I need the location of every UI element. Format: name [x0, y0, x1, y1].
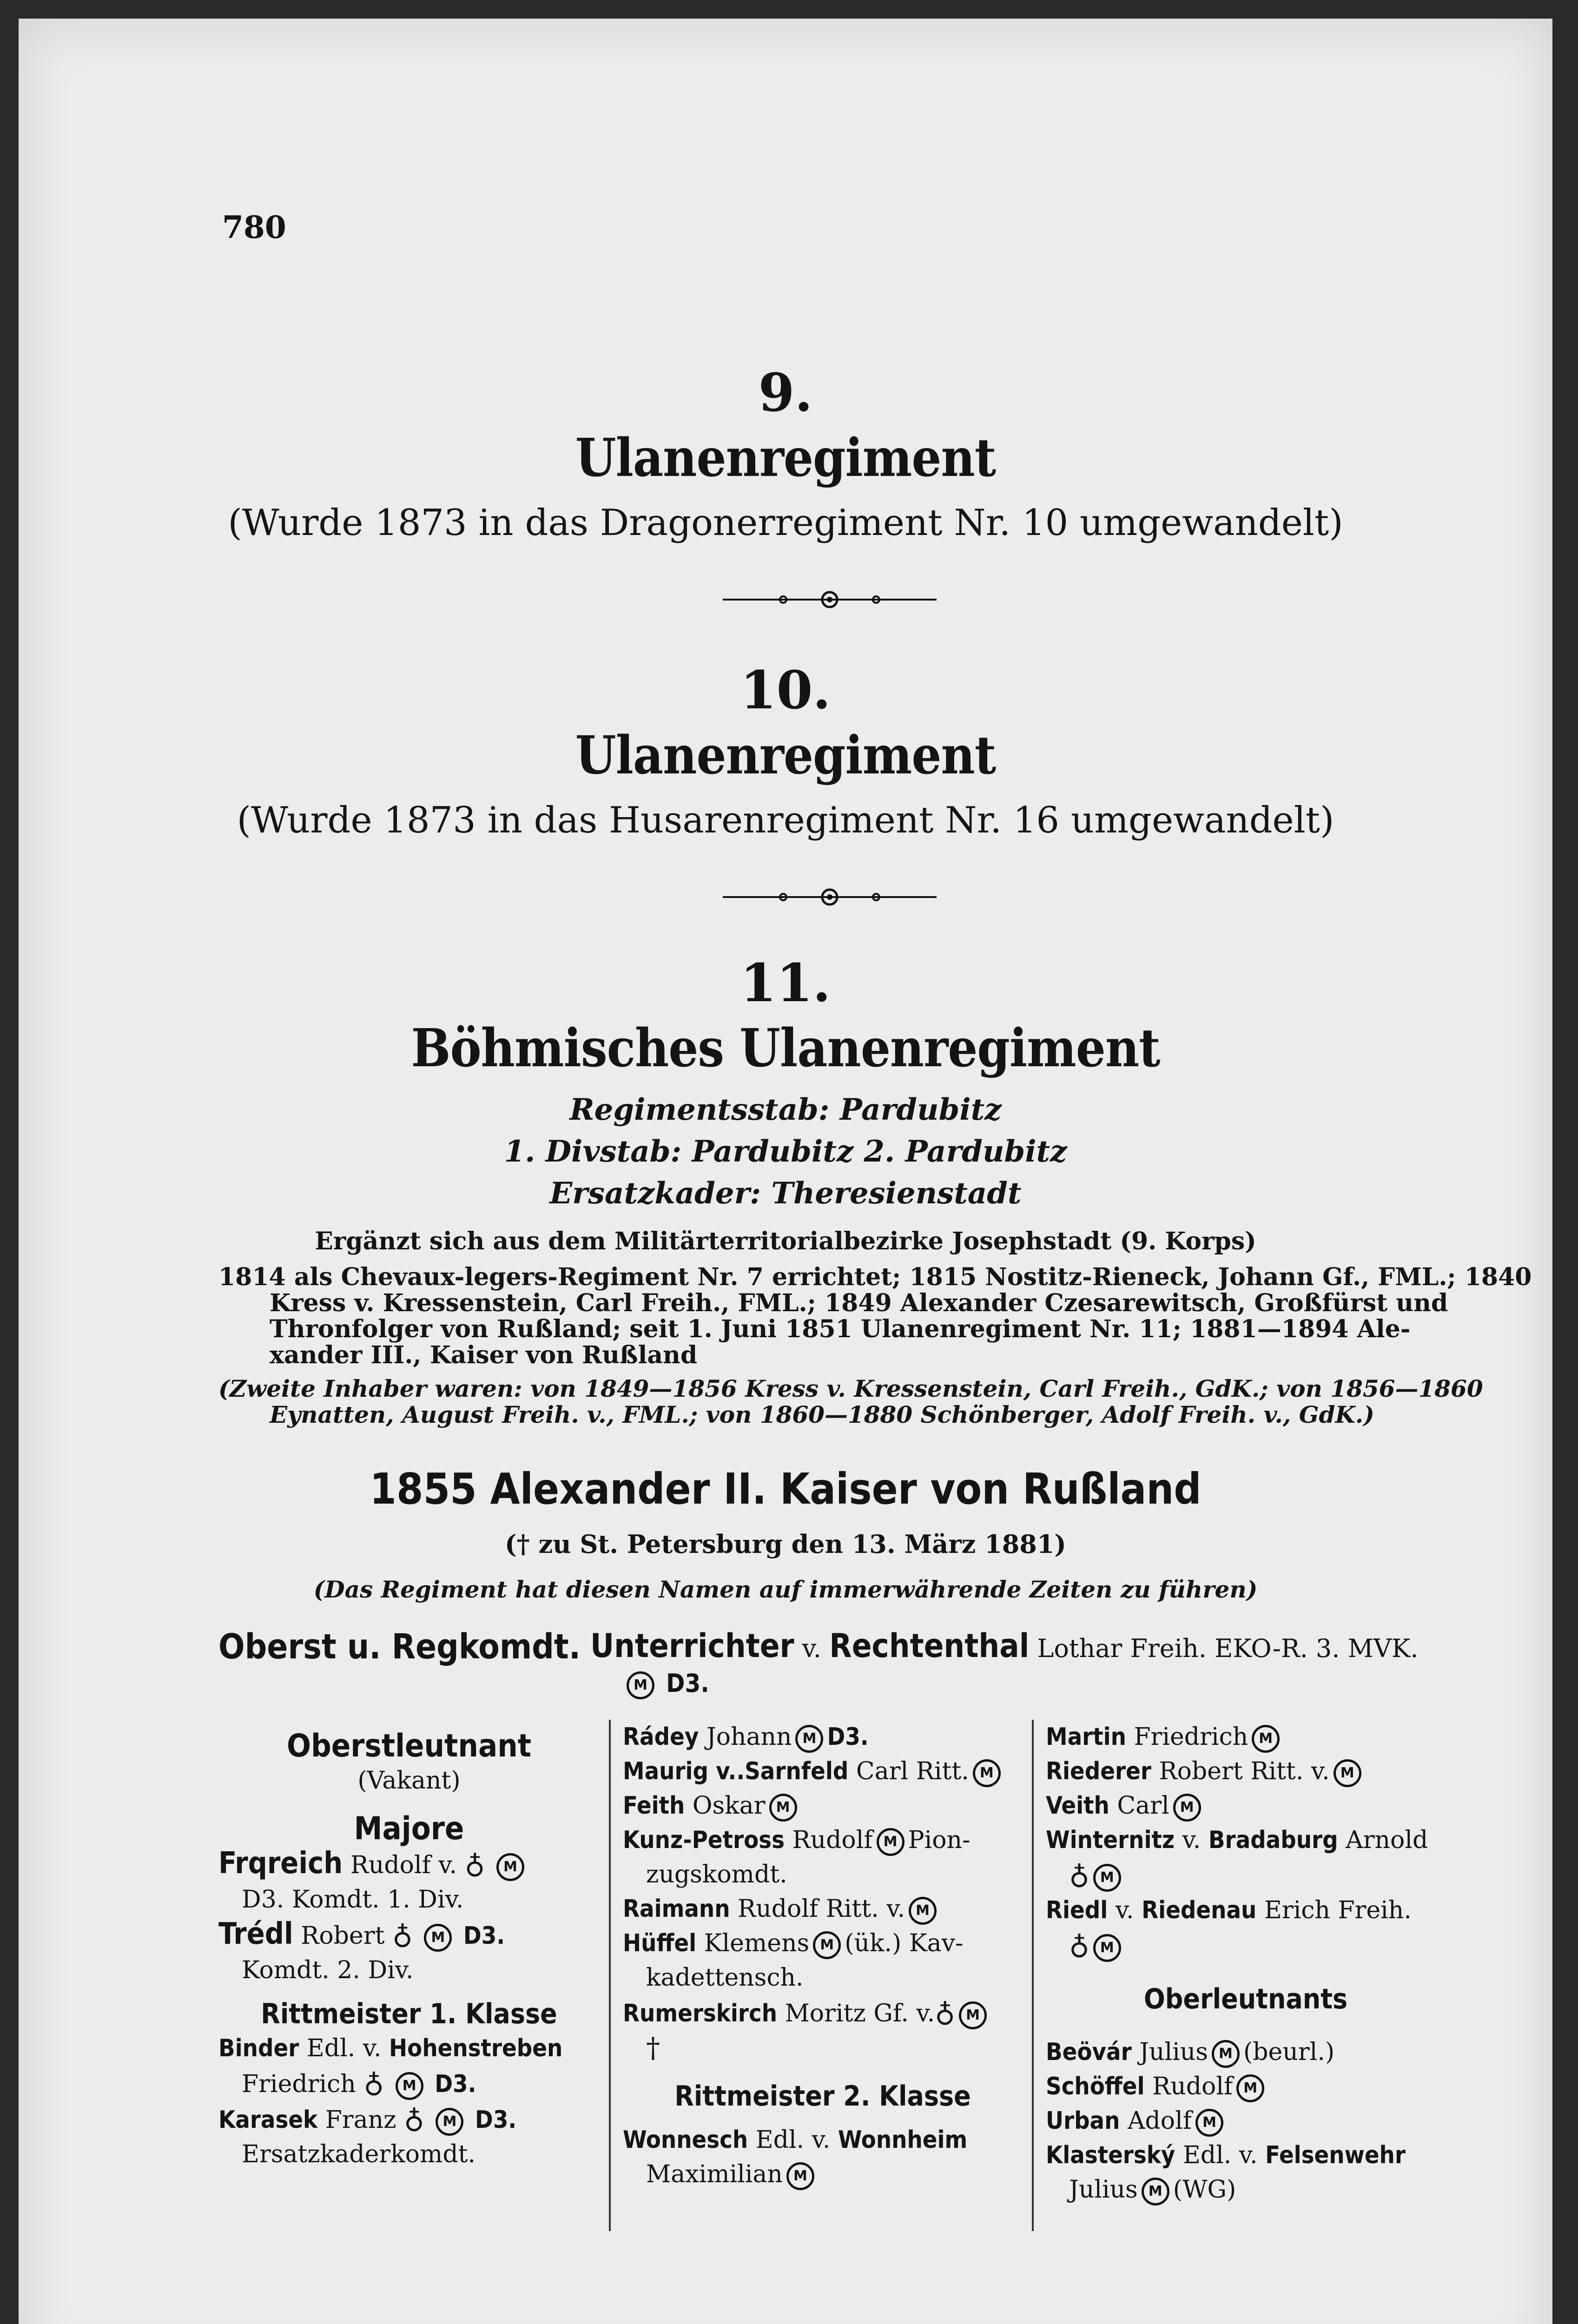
- medal-icon: M: [1093, 1934, 1121, 1962]
- officer-line: Ersatzkaderkomdt.: [242, 2140, 476, 2168]
- officer-name: Trédl: [218, 1917, 293, 1951]
- ornament-divider: [723, 888, 937, 906]
- officer-extra: (WG): [1173, 2176, 1236, 2204]
- officer-name: Raimann: [623, 1895, 730, 1923]
- entry: [218, 1917, 600, 1953]
- officer-rest: Edl. v.: [306, 2034, 382, 2062]
- medal-icon: M: [1173, 1794, 1201, 1822]
- column-3: [1046, 1720, 1446, 2207]
- section-10-title: Ulanenregiment: [575, 725, 996, 786]
- entry: [1046, 1789, 1446, 1823]
- officer-name: Kunz-Petross: [623, 1826, 785, 1854]
- officer-rest: Carl Ritt.: [856, 1757, 969, 1785]
- column-rule: [1032, 1720, 1034, 2231]
- oberst-line2: [623, 1669, 709, 1699]
- dagger-icon: †: [646, 2032, 660, 2064]
- entry: [1046, 1857, 1446, 1893]
- officer-extra: Pion-: [908, 1826, 971, 1854]
- cross-icon: ♁: [363, 2067, 384, 2099]
- medal-icon: M: [909, 1897, 937, 1925]
- entry: [623, 2123, 1023, 2157]
- entry: [218, 2101, 600, 2137]
- entry: [623, 1720, 1023, 1754]
- officer-rest: Maximilian: [646, 2160, 783, 2188]
- column-1: [218, 1720, 600, 2172]
- officer-name-2: Hohenstreben: [389, 2034, 563, 2062]
- officer-rest: Friedrich: [1134, 1723, 1248, 1751]
- oberst-name-2: Rechtenthal: [829, 1627, 1030, 1665]
- section-9-title: Ulanenregiment: [575, 428, 996, 489]
- medal-icon: M: [436, 2108, 463, 2136]
- medal-icon: M: [627, 1671, 654, 1699]
- medal-icon: M: [1195, 2109, 1223, 2137]
- entry: [218, 2031, 600, 2066]
- medal-icon: M: [1212, 2040, 1240, 2068]
- oberst-entry: [590, 1627, 1418, 1665]
- death-note: († zu St. Petersburg den 13. März 1881): [505, 1529, 1066, 1559]
- officer-decoration: D3.: [435, 2070, 476, 2098]
- officer-rest: Johann: [706, 1723, 792, 1751]
- officer-decoration: D3.: [463, 1922, 505, 1950]
- regiment-inhaber: [218, 1375, 1483, 1428]
- entry: [1046, 1823, 1446, 1857]
- medal-icon: M: [959, 2001, 987, 2029]
- officer-rest-2: Erich Freih.: [1264, 1896, 1412, 1924]
- document-page: [19, 19, 1552, 2324]
- section-10-note: (Wurde 1873 in das Husarenregiment Nr. 16 umgewandelt): [237, 799, 1334, 841]
- oberst-name: Unterrichter: [590, 1627, 794, 1665]
- oberst-rest: Lothar Freih. EKO-R. 3. MVK.: [1037, 1634, 1419, 1663]
- officer-rest: Adolf: [1127, 2107, 1192, 2135]
- entry: [1046, 1893, 1446, 1928]
- officer-name: Wonnesch: [623, 2126, 748, 2154]
- officer-name: Martin: [1046, 1723, 1126, 1751]
- inhaber-line: Eynatten, August Freih. v., FML.; von 1860—1880 Schönberger, Adolf Freih. v., GdK.): [270, 1401, 1374, 1428]
- entry: [623, 2157, 1023, 2192]
- officer-name: Maurig v..Sarnfeld: [623, 1757, 849, 1785]
- medal-icon: M: [1142, 2178, 1169, 2205]
- officer-decoration: D3.: [827, 1723, 869, 1751]
- officer-name: Hüffel: [623, 1929, 697, 1957]
- officer-decoration: D3.: [475, 2106, 517, 2134]
- officer-line: zugskomdt.: [646, 1861, 787, 1888]
- officer-name: Veith: [1046, 1792, 1109, 1820]
- entry: [623, 1789, 1023, 1823]
- name-heading: 1855 Alexander II. Kaiser von Rußland: [370, 1464, 1202, 1514]
- officer-rest: v.: [1182, 1826, 1201, 1854]
- regiment-history: [218, 1263, 1532, 1369]
- medal-icon: M: [769, 1794, 797, 1822]
- officer-name: Riedl: [1046, 1896, 1108, 1924]
- regiment-title: Böhmisches Ulanenregiment: [411, 1018, 1160, 1079]
- medal-icon: M: [973, 1759, 1001, 1787]
- cross-icon: ♁: [464, 1848, 485, 1880]
- ornament-divider: [723, 590, 937, 609]
- officer-line: kadettensch.: [646, 1964, 804, 1992]
- officer-line: Komdt. 2. Div.: [242, 1956, 414, 1984]
- entry: [1046, 2069, 1446, 2104]
- officer-name: Binder: [218, 2034, 299, 2062]
- cross-icon: ♁: [1069, 1928, 1089, 1961]
- officer-rest: Moritz Gf. v.: [785, 2000, 935, 2027]
- cross-icon: ♁: [935, 1996, 955, 2028]
- inhaber-line: (Zweite Inhaber waren: von 1849—1856 Kress v. Kressenstein, Carl Freih., GdK.; von 1856—1860: [218, 1375, 1483, 1402]
- officer-name: Rádey: [623, 1723, 699, 1751]
- medal-icon: M: [424, 1924, 452, 1952]
- medal-icon: M: [1236, 2074, 1264, 2102]
- officer-name: Rumerskirch: [623, 2000, 778, 2027]
- entry: [623, 1995, 1023, 2031]
- officer-rest: Oskar: [692, 1792, 766, 1820]
- entry: [218, 1846, 600, 1882]
- history-line: Kress v. Kressenstein, Carl Freih., FML.; 1849 Alexander Czesarewitsch, Großfürst und: [270, 1289, 1448, 1317]
- cross-icon: ♁: [404, 2102, 424, 2135]
- officer-name: Riederer: [1046, 1757, 1151, 1785]
- officer-name: Frqreich: [218, 1846, 343, 1881]
- officer-rest: Julius: [1069, 2176, 1138, 2204]
- entry: [1046, 2138, 1446, 2172]
- vakant-note: (Vakant): [357, 1767, 461, 1795]
- officer-name: Klasterský: [1046, 2141, 1175, 2169]
- officer-rest: Friedrich: [242, 2070, 356, 2098]
- officer-rest: Carl: [1117, 1792, 1169, 1820]
- officer-name: Beövár: [1046, 2038, 1132, 2066]
- entry: [1046, 2104, 1446, 2138]
- cross-icon: ♁: [1069, 1858, 1089, 1891]
- officer-rest: Robert: [301, 1922, 385, 1950]
- officer-name: Urban: [1046, 2107, 1120, 2135]
- regiment-ersatz: Ersatzkader: Theresienstadt: [549, 1176, 1022, 1211]
- officer-rest: Rudolf Ritt. v.: [738, 1895, 905, 1923]
- officer-rest: v.: [1115, 1896, 1134, 1924]
- officer-rest: Rudolf: [792, 1826, 873, 1854]
- entry: [623, 1926, 1023, 1961]
- medal-icon: M: [496, 1853, 524, 1881]
- officer-name-2: Felsenwehr: [1265, 2141, 1406, 2169]
- oberstleutnant-heading: Oberstleutnant: [286, 1728, 532, 1764]
- entry: [623, 1892, 1023, 1926]
- officer-name-2: Bradaburg: [1208, 1826, 1338, 1854]
- page-number: 780: [222, 209, 286, 245]
- oberst-label: Oberst u. Regkomdt.: [218, 1627, 581, 1667]
- majore-heading: Majore: [354, 1810, 464, 1847]
- entry: [1046, 1754, 1446, 1789]
- history-line: 1814 als Chevaux-legers-Regiment Nr. 7 errichtet; 1815 Nostitz-Rieneck, Johann Gf., FML.; 1840: [218, 1263, 1532, 1291]
- regiment-ergaenzt: Ergänzt sich aus dem Militärterritorialbezirke Josephstadt (9. Korps): [315, 1227, 1256, 1255]
- section-9-note: (Wurde 1873 in das Dragonerregiment Nr. 10 umgewandelt): [228, 502, 1343, 544]
- medal-icon: M: [813, 1931, 841, 1959]
- history-line: Thronfolger von Rußland; seit 1. Juni 1851 Ulanenregiment Nr. 11; 1881—1894 Ale-: [270, 1315, 1411, 1343]
- oberleutnants-heading: Oberleutnants: [1143, 1983, 1348, 2015]
- entry: [1046, 2035, 1446, 2069]
- perpetual-note: (Das Regiment hat diesen Namen auf immerwährende Zeiten zu führen): [313, 1576, 1258, 1603]
- entry: [1046, 2172, 1446, 2207]
- entry: [1046, 1928, 1446, 1963]
- entry: [1046, 1720, 1446, 1754]
- officer-rest: Franz: [325, 2106, 396, 2134]
- column-2: [623, 1720, 1023, 2192]
- officer-rest: Rudolf: [1152, 2073, 1233, 2100]
- medal-icon: M: [1252, 1725, 1280, 1753]
- regiment-number: 11.: [740, 953, 831, 1014]
- rittmeister-2-heading: Rittmeister 2. Klasse: [674, 2080, 971, 2113]
- entry: [623, 1823, 1023, 1857]
- entry: [623, 1754, 1023, 1789]
- officer-name: Karasek: [218, 2106, 318, 2134]
- officer-rest: Edl. v.: [755, 2126, 831, 2154]
- medal-icon: M: [795, 1725, 823, 1753]
- regiment-divstab: 1. Divstab: Pardubitz 2. Pardubitz: [504, 1134, 1067, 1169]
- officer-rest: Rudolf v.: [350, 1851, 457, 1879]
- medal-icon: M: [877, 1828, 905, 1856]
- officer-rest: Edl. v.: [1182, 2141, 1258, 2169]
- officer-name: Winternitz: [1046, 1826, 1175, 1854]
- officer-rest: Julius: [1139, 2038, 1208, 2066]
- medal-icon: M: [1093, 1864, 1121, 1892]
- section-10-number: 10.: [740, 660, 831, 721]
- history-line: xander III., Kaiser von Rußland: [270, 1341, 698, 1369]
- medal-icon: M: [786, 2162, 814, 2190]
- officer-name-2: Riedenau: [1142, 1896, 1257, 1924]
- medal-icon: M: [396, 2072, 423, 2100]
- column-rule: [609, 1720, 611, 2231]
- officer-rest: Klemens: [704, 1929, 810, 1957]
- entry: [218, 2066, 600, 2101]
- officer-name: Schöffel: [1046, 2073, 1145, 2100]
- officer-line: D3. Komdt. 1. Div.: [242, 1886, 464, 1914]
- section-9-number: 9.: [758, 363, 813, 423]
- officer-extra: (beurl.): [1243, 2038, 1335, 2066]
- officer-extra: (ük.) Kav-: [845, 1929, 964, 1957]
- officer-name: Feith: [623, 1792, 685, 1820]
- officer-rest: Robert Ritt. v.: [1159, 1757, 1330, 1785]
- regiment-stab: Regimentsstab: Pardubitz: [569, 1092, 1002, 1127]
- rittmeister-1-heading: Rittmeister 1. Klasse: [261, 1998, 557, 2030]
- oberst-decoration: D3.: [666, 1669, 709, 1698]
- officer-rest-2: Arnold: [1346, 1826, 1428, 1854]
- cross-icon: ♁: [392, 1918, 413, 1951]
- medal-icon: M: [1334, 1759, 1361, 1787]
- oberst-name-particle: v.: [802, 1634, 822, 1663]
- officer-name-2: Wonnheim: [838, 2126, 968, 2154]
